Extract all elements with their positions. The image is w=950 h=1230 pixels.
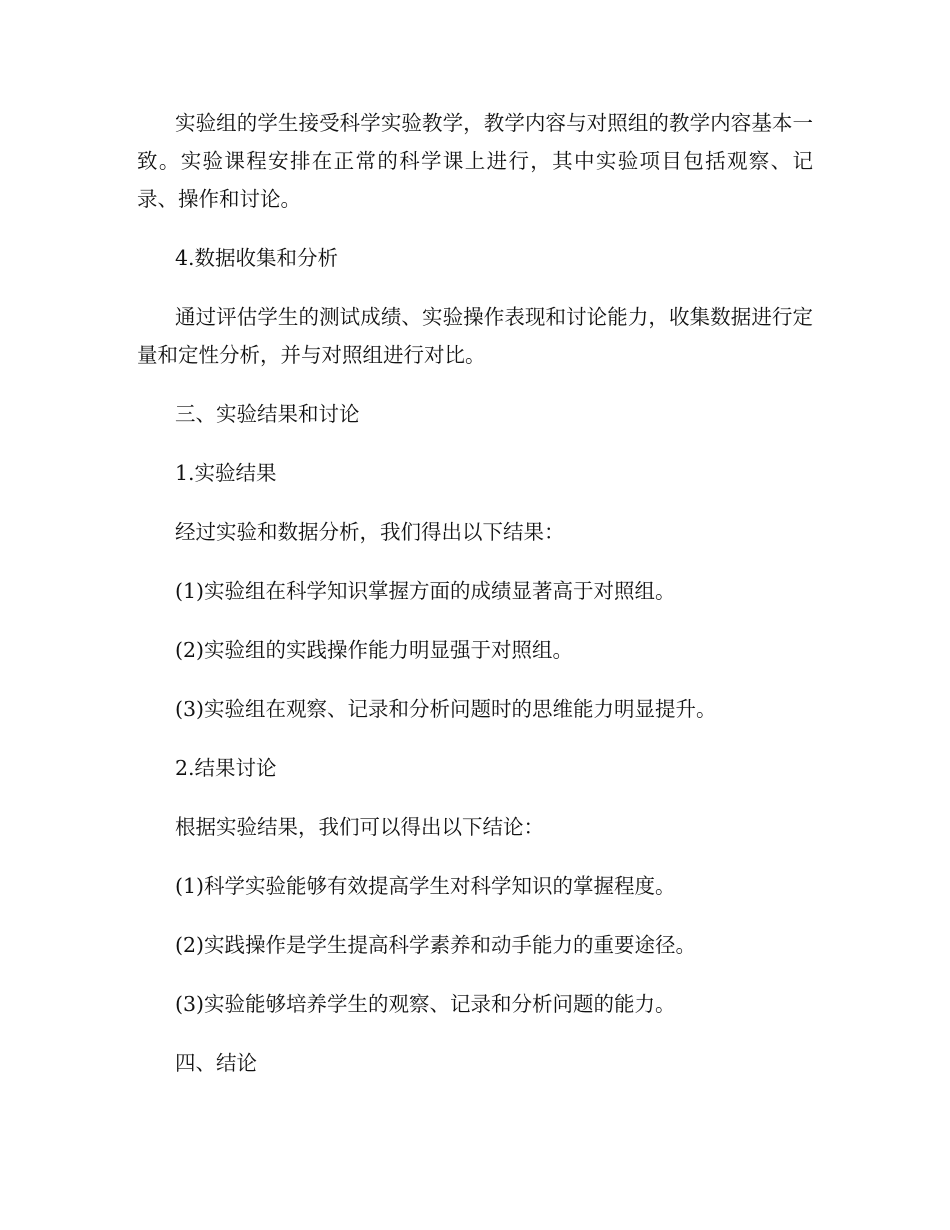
section-heading-results: 三、实验结果和讨论 <box>175 402 360 426</box>
result-item-1: (1)实验组在科学知识掌握方面的成绩显著高于对照组。 <box>175 579 676 603</box>
section-heading-conclusion: 四、结论 <box>175 1051 257 1075</box>
result-item-2: (2)实验组的实践操作能力明显强于对照组。 <box>175 638 574 662</box>
document-body <box>137 104 813 1082</box>
paragraph-data-analysis: 通过评估学生的测试成绩、实验操作表现和讨论能力，收集数据进行定量和定性分析，并与对照组进行对比。 <box>137 305 813 367</box>
heading-experiment-results: 1.实验结果 <box>175 461 277 485</box>
heading-data-collection: 4.数据收集和分析 <box>175 246 339 270</box>
paragraph-results-intro: 经过实验和数据分析，我们得出以下结果： <box>175 520 565 544</box>
result-item-3: (3)实验组在观察、记录和分析问题时的思维能力明显提升。 <box>175 697 717 721</box>
paragraph-experiment-group: 实验组的学生接受科学实验教学，教学内容与对照组的教学内容基本一致。实验课程安排在正常的科学课上进行，其中实验项目包括观察、记录、操作和讨论。 <box>137 111 813 211</box>
conclusion-item-1: (1)科学实验能够有效提高学生对科学知识的掌握程度。 <box>175 874 676 898</box>
conclusion-item-3: (3)实验能够培养学生的观察、记录和分析问题的能力。 <box>175 992 676 1016</box>
conclusion-item-2: (2)实践操作是学生提高科学素养和动手能力的重要途径。 <box>175 933 697 957</box>
heading-results-discussion: 2.结果讨论 <box>175 756 277 780</box>
paragraph-discussion-intro: 根据实验结果，我们可以得出以下结论： <box>175 815 544 839</box>
